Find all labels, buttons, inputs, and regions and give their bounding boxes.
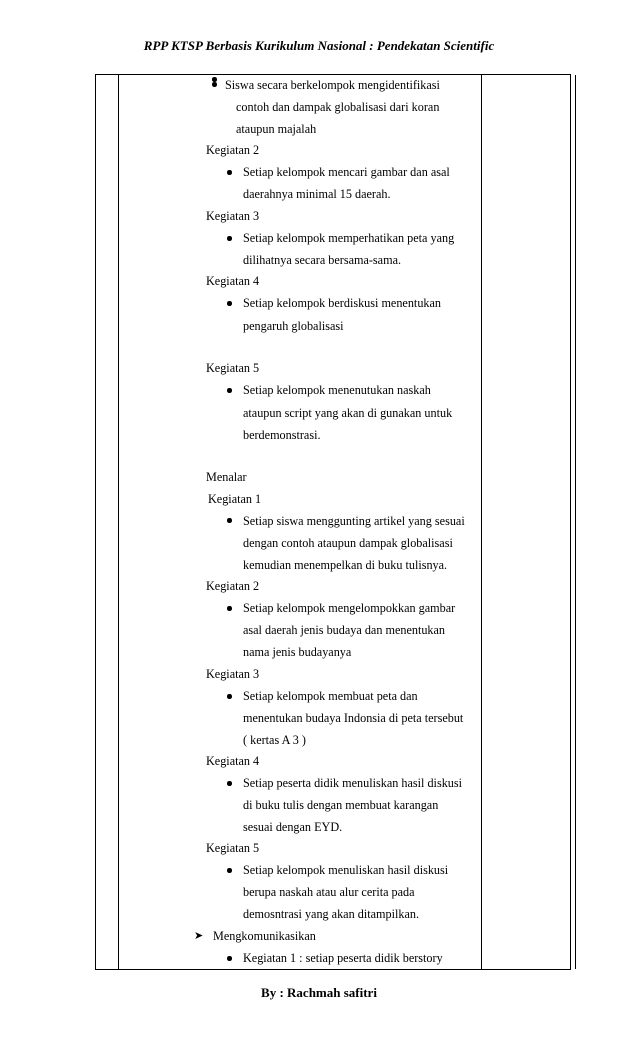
column-divider-0 <box>118 75 119 969</box>
list-item-text: Setiap kelompok mencari gambar dan asal <box>243 165 450 179</box>
list-item-text: contoh dan dampak globalisasi dari koran <box>236 100 440 114</box>
activity-heading: Kegiatan 5 <box>206 361 260 375</box>
bullet-dot <box>227 518 232 523</box>
list-item-text: asal daerah jenis budaya dan menentukan <box>243 623 446 637</box>
list-item-text: dilihatnya secara bersama-sama. <box>243 253 402 267</box>
section-heading: Menalar <box>206 470 247 484</box>
list-item-text: ( kertas A 3 ) <box>243 733 306 747</box>
activity-heading: Kegiatan 4 <box>206 754 260 768</box>
activity-heading: Kegiatan 3 <box>206 209 260 223</box>
list-item-text: ataupun majalah <box>236 122 317 136</box>
bullet-dot <box>227 694 232 699</box>
activity-heading: Kegiatan 4 <box>206 274 260 288</box>
list-item-text: nama jenis budayanya <box>243 645 352 659</box>
list-item-text: daerahnya minimal 15 daerah. <box>243 187 391 201</box>
list-item-text: kemudian menempelkan di buku tulisnya. <box>243 558 448 572</box>
list-item-text: sesuai dengan EYD. <box>243 820 343 834</box>
list-item-text: dengan contoh ataupun dampak globalisasi <box>243 536 453 550</box>
list-item-text: menentukan budaya Indonsia di peta tersebut <box>243 711 464 725</box>
page-header: RPP KTSP Berbasis Kurikulum Nasional : Pendekatan Scientific <box>143 38 495 53</box>
bullet-dot <box>227 781 232 786</box>
arrow-bullet-icon: ➤ <box>194 930 204 942</box>
bullet-dot <box>227 956 232 961</box>
bullet-dot <box>227 388 232 393</box>
list-item-text: Setiap kelompok membuat peta dan <box>243 689 418 703</box>
activity-heading: Kegiatan 5 <box>206 841 260 855</box>
list-item-text: di buku tulis dengan membuat karangan <box>243 798 439 812</box>
list-item-text: demosntrasi yang akan ditampilkan. <box>243 907 419 921</box>
column-divider-2 <box>575 75 576 969</box>
list-item-text: Setiap kelompok memperhatikan peta yang <box>243 231 455 245</box>
list-item-text: Setiap kelompok menenutukan naskah <box>243 383 431 397</box>
bullet-dot <box>227 301 232 306</box>
activity-heading: Kegiatan 3 <box>206 667 260 681</box>
list-item-text: Setiap siswa menggunting artikel yang sesuai <box>243 514 465 528</box>
list-item-text: Kegiatan 1 : setiap peserta didik berstory <box>243 951 443 965</box>
bullet-dot <box>227 868 232 873</box>
list-item-text: Setiap kelompok mengelompokkan gambar <box>243 601 456 615</box>
list-item-text: Siswa secara berkelompok mengidentifikasi <box>225 78 440 92</box>
activity-heading: Kegiatan 2 <box>206 143 260 157</box>
list-item-text: Setiap kelompok menuliskan hasil diskusi <box>243 863 449 877</box>
list-item-text: Setiap peserta didik menuliskan hasil diskusi <box>243 776 463 790</box>
list-item-text: Setiap kelompok berdiskusi menentukan <box>243 296 442 310</box>
list-item-text: pengaruh globalisasi <box>243 319 344 333</box>
bullet-dot <box>227 236 232 241</box>
bullet-dot <box>227 170 232 175</box>
list-item-text: ataupun script yang akan di gunakan untuk <box>243 406 453 420</box>
section-heading: Mengkomunikasikan <box>213 929 316 943</box>
list-item-text: berupa naskah atau alur cerita pada <box>243 885 415 899</box>
page-footer: By : Rachmah safitri <box>261 985 377 1000</box>
activity-heading: Kegiatan 1 <box>208 492 262 506</box>
bullet-dot <box>227 606 232 611</box>
column-divider-3 <box>481 75 482 969</box>
lesson-table <box>95 74 571 970</box>
activity-heading: Kegiatan 2 <box>206 579 260 593</box>
list-item-text: berdemonstrasi. <box>243 428 321 442</box>
